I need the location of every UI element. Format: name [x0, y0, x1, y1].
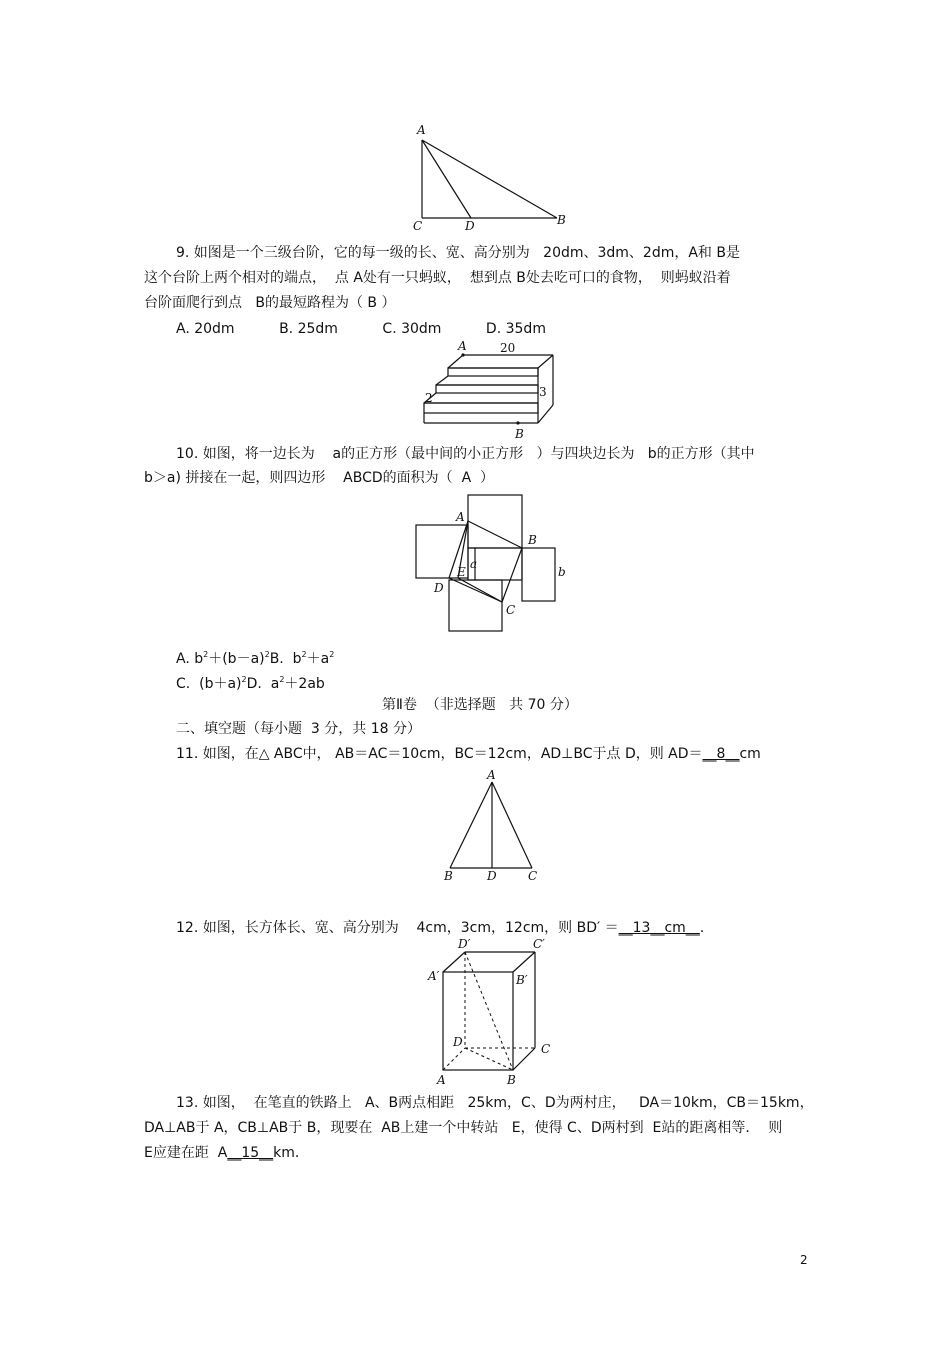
label-a: a [470, 557, 478, 571]
label-3: 3 [539, 385, 547, 399]
label-B: B [515, 427, 524, 441]
label-2: 2 [425, 391, 433, 405]
q12-text: 12. 如图，长方体长、宽、高分别为 4cm，3cm，12cm，则 BD′ ＝__13__cm__. [176, 920, 705, 936]
q13-line1: 13. 如图， 在笔直的铁路上 A、B两点相距 25km，C、D为两村庄， DA＝10km，CB＝15km， [176, 1095, 814, 1111]
label-A: A [456, 510, 465, 524]
label-B1: B′ [516, 973, 528, 987]
label-D: D [465, 219, 475, 233]
q10-answer: A [461, 470, 472, 486]
label-D: D [434, 581, 444, 595]
figure-cuboid [425, 938, 565, 1090]
q13-answer: __15__ [227, 1145, 274, 1161]
q9-answer: B [367, 295, 378, 311]
q11-text: 11. 如图，在△ ABC中， AB＝AC＝10cm，BC＝12cm，AD⊥BC于点 D，则 AD＝__8__cm [176, 746, 761, 762]
figure-stairs [418, 340, 578, 445]
q9-options: A. 20dm B. 25dm C. 30dm D. 35dm [176, 321, 546, 337]
q10-line2: b＞a) 拼接在一起，则四边形 ABCD的面积为（ A ） [144, 470, 495, 486]
label-A1: A′ [428, 969, 440, 983]
q9-line3: 台阶面爬行到点 B的最短路程为（ B ） [144, 295, 396, 311]
figure-isosceles-triangle [440, 768, 550, 886]
q13-line3: E应建在距 A__15__km． [144, 1145, 309, 1161]
figure-squares [410, 492, 570, 637]
q9-line2: 这个台阶上两个相对的端点， 点 A处有一只蚂蚁， 想到点 B处去吃可口的食物， 则蚂蚁沿着 [144, 270, 731, 286]
label-20: 20 [500, 341, 516, 355]
label-A: A [458, 339, 467, 353]
label-b: b [558, 565, 566, 579]
q12-answer: __13__cm__ [618, 920, 700, 936]
label-B: B [528, 533, 537, 547]
page-number: 2 [800, 1253, 808, 1267]
label-D1: D′ [458, 937, 471, 951]
label-C: C [528, 869, 538, 883]
q10-options-ab: A. $b^2+(b-a)^2B$. $b^2+a^2$ [176, 650, 335, 667]
section-title: 第Ⅱ卷 （非选择题 共 70 分） [382, 697, 578, 713]
label-D: D [487, 869, 497, 883]
label-C: C [506, 603, 516, 617]
q11-answer: __8__ [702, 746, 740, 762]
label-A: A [417, 123, 426, 137]
label-E: E [457, 565, 466, 579]
label-B: B [557, 213, 566, 227]
q9-line1: 9. 如图是一个三级台阶，它的每一级的长、宽、高分别为 20dm、3dm、2dm，A和 B是 [176, 245, 740, 261]
part-two-heading: 二、填空题（每小题 3 分，共 18 分） [176, 721, 421, 737]
label-A: A [437, 1073, 446, 1087]
label-A: A [487, 768, 496, 782]
label-C: C [541, 1042, 551, 1056]
label-C1: C′ [533, 937, 545, 951]
q13-line2: DA⊥AB于 A，CB⊥AB于 B，现要在 AB上建一个中转站 E，使得 C、D两村到 E站的距离相等． 则 [144, 1120, 783, 1136]
figure-triangle-acdb [405, 120, 575, 235]
label-D: D [453, 1035, 463, 1049]
q10-line1: 10. 如图，将一边长为 a的正方形（最中间的小正方形 ）与四块边长为 b的正方形（其中 [176, 446, 755, 462]
label-B: B [507, 1073, 516, 1087]
label-C: C [413, 219, 423, 233]
label-B: B [444, 869, 453, 883]
q10-options-cd: C. $(b+a)^2D$. $a^2+2ab$ [176, 675, 325, 692]
